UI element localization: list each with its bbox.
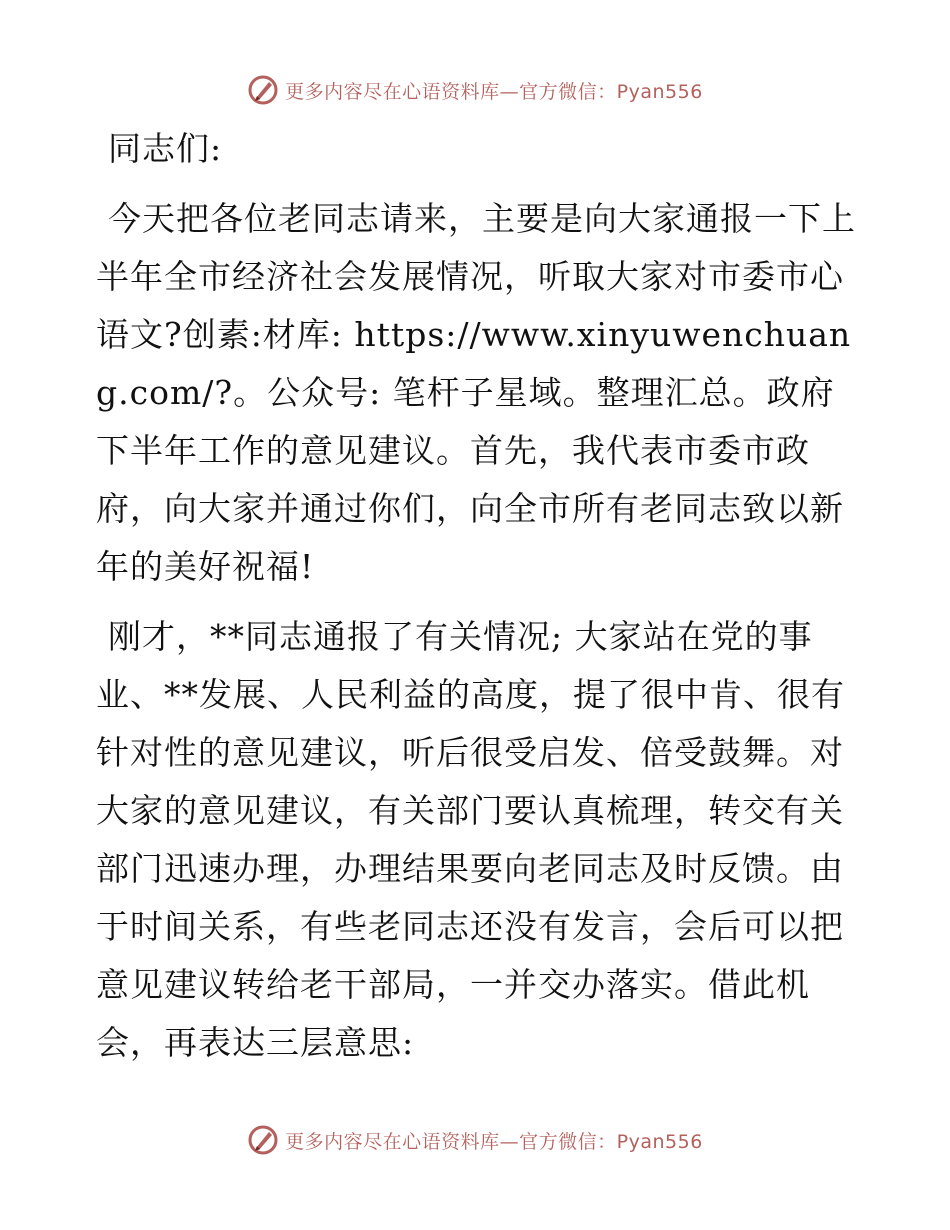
salutation: 同志们:	[108, 129, 223, 168]
paragraph-1: 今天把各位老同志请来，主要是向大家通报一下上半年全市经济社会发展情况，听取大家对市委市心语文?创素:材库: https://www.xinyuwenchuang.com/?。公众号: 笔杆子星域。整理汇总。政府下半年工作的意见建议。首先，我代表市委市政府，向大家并通过你们，向全市所有老同志致以新年的美好祝福!	[96, 199, 856, 586]
quill-pen-circle-icon	[247, 1124, 279, 1156]
quill-pen-circle-icon	[247, 74, 279, 106]
header-watermark	[0, 70, 950, 110]
document-body	[96, 120, 856, 1084]
footer-watermark	[0, 1120, 950, 1160]
paragraph-2: 刚才，**同志通报了有关情况; 大家站在党的事业、**发展、人民利益的高度，提了很中肯、很有针对性的意见建议，听后很受启发、倍受鼓舞。对大家的意见建议，有关部门要认真梳理，转交有关部门迅速办理，办理结果要向老同志及时反馈。由于时间关系，有些老同志还没有发言，会后可以把意见建议转给老干部局，一并交办落实。借此机会，再表达三层意思:	[96, 617, 845, 1062]
watermark-text: 更多内容尽在心语资料库—官方微信：Pyan556	[285, 80, 703, 103]
watermark-text: 更多内容尽在心语资料库—官方微信：Pyan556	[285, 1130, 703, 1153]
